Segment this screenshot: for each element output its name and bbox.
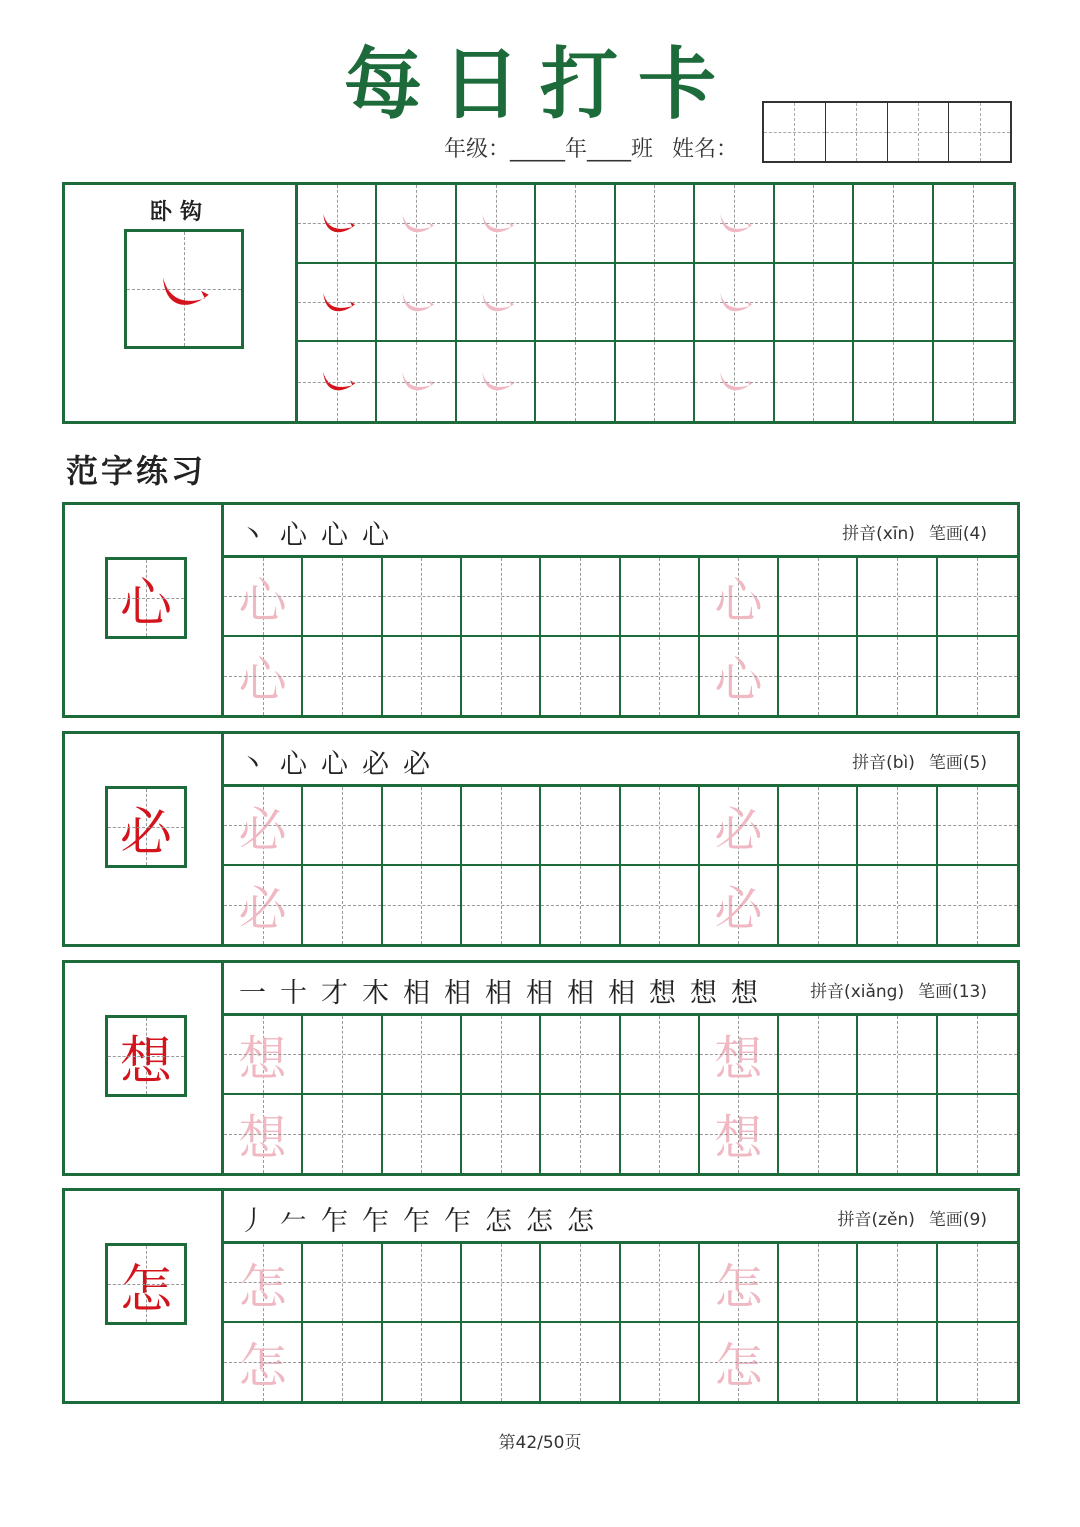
stroke-practice-cell[interactable] bbox=[854, 342, 933, 421]
stroke-practice-cell[interactable] bbox=[616, 342, 695, 421]
char-practice-cell[interactable] bbox=[938, 1095, 1017, 1174]
char-practice-cell[interactable] bbox=[858, 637, 937, 716]
char-practice-cell[interactable] bbox=[462, 637, 541, 716]
woguo-stroke-icon bbox=[695, 264, 772, 341]
stroke-practice-cell[interactable] bbox=[616, 264, 695, 343]
stroke-practice-cell[interactable] bbox=[298, 264, 377, 343]
stroke-order-step: 丶 bbox=[239, 749, 266, 780]
char-practice-cell[interactable] bbox=[858, 1323, 937, 1402]
char-practice-cell[interactable] bbox=[700, 1244, 779, 1323]
char-practice-cell[interactable] bbox=[700, 1016, 779, 1095]
char-practice-cell[interactable] bbox=[779, 558, 858, 637]
stroke-order bbox=[232, 513, 396, 552]
char-practice-box bbox=[62, 1188, 1020, 1404]
char-practice-cell[interactable] bbox=[621, 1095, 700, 1174]
trace-character: 必 bbox=[238, 801, 287, 858]
stroke-practice-cell[interactable] bbox=[934, 342, 1013, 421]
stroke-order-step: 心 bbox=[321, 749, 348, 780]
stroke-order-step: 相 bbox=[567, 978, 594, 1009]
woguo-stroke-icon bbox=[298, 185, 375, 262]
model-character: 心 bbox=[119, 573, 172, 634]
char-practice-cell[interactable] bbox=[462, 787, 541, 866]
grade-blank[interactable]: _____ bbox=[510, 137, 566, 162]
stroke-practice-cell[interactable] bbox=[695, 342, 774, 421]
stroke-practice-cell[interactable] bbox=[377, 264, 456, 343]
char-practice-cell[interactable] bbox=[224, 787, 303, 866]
name-grid[interactable] bbox=[762, 101, 1012, 163]
stroke-order-step: 十 bbox=[280, 978, 307, 1009]
stroke-order-step: 木 bbox=[362, 978, 389, 1009]
char-practice-cell[interactable] bbox=[858, 1244, 937, 1323]
woguo-stroke-icon bbox=[695, 342, 772, 421]
char-practice-cell[interactable] bbox=[224, 558, 303, 637]
stroke-order-step: 相 bbox=[526, 978, 553, 1009]
strokes-label: 笔画(9) bbox=[928, 1210, 987, 1230]
stroke-order-step: 想 bbox=[649, 978, 676, 1009]
char-practice-cell[interactable] bbox=[541, 787, 620, 866]
char-practice-cell[interactable] bbox=[779, 637, 858, 716]
stroke-order-step: 怎 bbox=[526, 1206, 553, 1237]
char-practice-cell[interactable] bbox=[383, 1244, 462, 1323]
stroke-order-step: 乍 bbox=[403, 1206, 430, 1237]
pinyin-label: 拼音(zěn) bbox=[837, 1210, 915, 1230]
section-heading: 范字练习 bbox=[66, 452, 207, 490]
stroke-order-step: 怎 bbox=[567, 1206, 594, 1237]
trace-character: 心 bbox=[238, 652, 287, 709]
stroke-practice-box bbox=[62, 182, 1016, 424]
stroke-order-step: 相 bbox=[403, 978, 430, 1009]
char-practice-cell[interactable] bbox=[938, 558, 1017, 637]
char-practice-cell[interactable] bbox=[938, 1244, 1017, 1323]
stroke-order-step: 相 bbox=[444, 978, 471, 1009]
char-practice-cell[interactable] bbox=[224, 1016, 303, 1095]
trace-character: 必 bbox=[714, 881, 763, 938]
char-practice-cell[interactable] bbox=[621, 866, 700, 945]
trace-character: 怎 bbox=[238, 1338, 287, 1395]
char-model-cell bbox=[105, 786, 187, 868]
trace-character: 想 bbox=[714, 1110, 763, 1167]
woguo-stroke-icon bbox=[457, 185, 534, 262]
char-practice-cell[interactable] bbox=[779, 1323, 858, 1402]
stroke-left-panel bbox=[65, 185, 298, 421]
stroke-name: 卧钩 bbox=[149, 200, 210, 225]
char-practice-cell[interactable] bbox=[700, 558, 779, 637]
trace-character: 心 bbox=[238, 572, 287, 629]
char-practice-cell[interactable] bbox=[938, 866, 1017, 945]
stroke-order-header bbox=[224, 505, 1017, 558]
stroke-practice-cell[interactable] bbox=[775, 185, 854, 264]
char-meta bbox=[810, 977, 987, 1002]
woguo-stroke-icon bbox=[377, 342, 454, 421]
model-character: 必 bbox=[119, 802, 172, 863]
char-practice-cell[interactable] bbox=[462, 558, 541, 637]
pinyin-label: 拼音(xīn) bbox=[842, 524, 915, 544]
char-model-cell bbox=[105, 557, 187, 639]
char-practice-cell[interactable] bbox=[700, 866, 779, 945]
char-practice-cell[interactable] bbox=[303, 787, 382, 866]
char-left-panel bbox=[65, 505, 224, 715]
char-practice-cell[interactable] bbox=[779, 866, 858, 945]
char-practice-cell[interactable] bbox=[383, 558, 462, 637]
stroke-order-step: 乍 bbox=[444, 1206, 471, 1237]
stroke-practice-cell[interactable] bbox=[536, 264, 615, 343]
strokes-label: 笔画(13) bbox=[918, 982, 987, 1002]
trace-character: 想 bbox=[714, 1030, 763, 1087]
name-label: 姓名： bbox=[672, 137, 739, 162]
stroke-order-header bbox=[224, 1191, 1017, 1244]
page-title: 每日打卡 bbox=[343, 39, 736, 130]
woguo-stroke-icon bbox=[298, 264, 375, 341]
char-practice-cell[interactable] bbox=[541, 637, 620, 716]
char-practice-cell[interactable] bbox=[383, 637, 462, 716]
trace-character: 心 bbox=[714, 652, 763, 709]
char-practice-cell[interactable] bbox=[224, 866, 303, 945]
char-practice-grid bbox=[224, 1244, 1017, 1401]
char-practice-cell[interactable] bbox=[621, 558, 700, 637]
stroke-practice-cell[interactable] bbox=[775, 264, 854, 343]
grade-label: 年级： bbox=[444, 137, 511, 162]
stroke-practice-cell[interactable] bbox=[616, 185, 695, 264]
class-blank[interactable]: ____ bbox=[587, 137, 632, 162]
char-model-cell bbox=[105, 1015, 187, 1097]
grade-line bbox=[444, 132, 738, 163]
char-practice-cell[interactable] bbox=[303, 1244, 382, 1323]
char-meta bbox=[852, 748, 987, 773]
name-cell[interactable] bbox=[826, 103, 888, 161]
char-practice-cell[interactable] bbox=[621, 1016, 700, 1095]
model-character: 想 bbox=[119, 1031, 172, 1092]
char-practice-cell[interactable] bbox=[383, 1323, 462, 1402]
char-practice-grid bbox=[224, 558, 1017, 715]
trace-character: 怎 bbox=[714, 1338, 763, 1395]
stroke-practice-cell[interactable] bbox=[854, 185, 933, 264]
char-practice-cell[interactable] bbox=[224, 1323, 303, 1402]
trace-character: 怎 bbox=[714, 1258, 763, 1315]
stroke-practice-cell[interactable] bbox=[457, 342, 536, 421]
stroke-grid bbox=[298, 185, 1013, 421]
trace-character: 怎 bbox=[238, 1258, 287, 1315]
char-practice-cell[interactable] bbox=[541, 558, 620, 637]
char-practice-cell[interactable] bbox=[858, 866, 937, 945]
char-practice-cell[interactable] bbox=[700, 1323, 779, 1402]
stroke-practice-cell[interactable] bbox=[298, 342, 377, 421]
stroke-order-step: 𠂉 bbox=[280, 1206, 307, 1237]
page-number: 第42/50页 bbox=[498, 1433, 582, 1453]
name-cell[interactable] bbox=[888, 103, 950, 161]
stroke-practice-cell[interactable] bbox=[457, 185, 536, 264]
stroke-order-step: 丿 bbox=[239, 1206, 266, 1237]
char-practice-cell[interactable] bbox=[383, 787, 462, 866]
char-practice-cell[interactable] bbox=[858, 1016, 937, 1095]
char-practice-box bbox=[62, 731, 1020, 947]
char-practice-cell[interactable] bbox=[779, 787, 858, 866]
char-left-panel bbox=[65, 963, 224, 1173]
woguo-stroke-icon bbox=[127, 232, 241, 346]
stroke-order-step: 必 bbox=[362, 749, 389, 780]
char-practice-cell[interactable] bbox=[779, 1244, 858, 1323]
stroke-order bbox=[232, 742, 437, 781]
char-practice-cell[interactable] bbox=[303, 558, 382, 637]
stroke-order-step: 心 bbox=[321, 520, 348, 551]
char-model-cell bbox=[105, 1243, 187, 1325]
char-practice-cell[interactable] bbox=[383, 1016, 462, 1095]
stroke-order-step: 丶 bbox=[239, 520, 266, 551]
char-practice-cell[interactable] bbox=[383, 1095, 462, 1174]
stroke-practice-cell[interactable] bbox=[377, 342, 456, 421]
char-practice-cell[interactable] bbox=[700, 637, 779, 716]
char-practice-cell[interactable] bbox=[779, 1095, 858, 1174]
pinyin-label: 拼音(bì) bbox=[852, 753, 915, 773]
stroke-practice-cell[interactable] bbox=[536, 185, 615, 264]
char-practice-cell[interactable] bbox=[621, 787, 700, 866]
char-practice-grid bbox=[224, 787, 1017, 944]
trace-character: 心 bbox=[714, 572, 763, 629]
char-practice-cell[interactable] bbox=[462, 1016, 541, 1095]
woguo-stroke-icon bbox=[457, 342, 534, 421]
char-meta bbox=[837, 1205, 987, 1230]
woguo-stroke-icon bbox=[377, 185, 454, 262]
woguo-stroke-icon bbox=[377, 264, 454, 341]
char-practice-cell[interactable] bbox=[383, 866, 462, 945]
char-practice-cell[interactable] bbox=[462, 1244, 541, 1323]
stroke-order-step: 想 bbox=[731, 978, 758, 1009]
char-practice-cell[interactable] bbox=[858, 787, 937, 866]
char-practice-cell[interactable] bbox=[779, 1016, 858, 1095]
stroke-order-step: 心 bbox=[280, 520, 307, 551]
char-practice-cell[interactable] bbox=[462, 866, 541, 945]
trace-character: 想 bbox=[238, 1110, 287, 1167]
stroke-order-step: 心 bbox=[362, 520, 389, 551]
char-practice-cell[interactable] bbox=[224, 1095, 303, 1174]
stroke-order-step: 相 bbox=[485, 978, 512, 1009]
stroke-order-step: 乍 bbox=[362, 1206, 389, 1237]
stroke-practice-cell[interactable] bbox=[457, 264, 536, 343]
char-practice-cell[interactable] bbox=[541, 1244, 620, 1323]
char-practice-grid bbox=[224, 1016, 1017, 1173]
stroke-order bbox=[232, 1199, 601, 1238]
char-practice-cell[interactable] bbox=[303, 866, 382, 945]
name-cell[interactable] bbox=[764, 103, 826, 161]
char-practice-box bbox=[62, 960, 1020, 1176]
woguo-stroke-icon bbox=[298, 342, 375, 421]
stroke-practice-cell[interactable] bbox=[536, 342, 615, 421]
char-practice-cell[interactable] bbox=[541, 1095, 620, 1174]
trace-character: 必 bbox=[714, 801, 763, 858]
stroke-practice-cell[interactable] bbox=[854, 264, 933, 343]
year-label: 年 bbox=[565, 137, 588, 162]
woguo-stroke-icon bbox=[457, 264, 534, 341]
stroke-order bbox=[232, 971, 765, 1010]
stroke-practice-cell[interactable] bbox=[934, 185, 1013, 264]
char-practice-cell[interactable] bbox=[462, 1323, 541, 1402]
char-practice-box bbox=[62, 502, 1020, 718]
char-practice-cell[interactable] bbox=[303, 1323, 382, 1402]
stroke-practice-cell[interactable] bbox=[775, 342, 854, 421]
stroke-practice-cell[interactable] bbox=[298, 185, 377, 264]
stroke-order-step: 必 bbox=[403, 749, 430, 780]
char-meta bbox=[842, 519, 987, 544]
char-practice-cell[interactable] bbox=[938, 1323, 1017, 1402]
char-left-panel bbox=[65, 1191, 224, 1401]
stroke-practice-cell[interactable] bbox=[934, 264, 1013, 343]
stroke-order-header bbox=[224, 963, 1017, 1016]
char-practice-cell[interactable] bbox=[858, 1095, 937, 1174]
char-practice-cell[interactable] bbox=[938, 637, 1017, 716]
name-cell[interactable] bbox=[949, 103, 1010, 161]
char-practice-cell[interactable] bbox=[303, 1095, 382, 1174]
model-character: 怎 bbox=[119, 1259, 172, 1320]
stroke-order-step: 乍 bbox=[321, 1206, 348, 1237]
stroke-order-step: 才 bbox=[321, 978, 348, 1009]
char-practice-cell[interactable] bbox=[700, 787, 779, 866]
char-practice-cell[interactable] bbox=[858, 558, 937, 637]
stroke-order-step: 心 bbox=[280, 749, 307, 780]
char-practice-cell[interactable] bbox=[303, 637, 382, 716]
stroke-order-header bbox=[224, 734, 1017, 787]
char-practice-cell[interactable] bbox=[938, 787, 1017, 866]
stroke-order-step: 相 bbox=[608, 978, 635, 1009]
char-left-panel bbox=[65, 734, 224, 944]
char-practice-cell[interactable] bbox=[621, 637, 700, 716]
char-practice-cell[interactable] bbox=[303, 1016, 382, 1095]
stroke-practice-cell[interactable] bbox=[695, 185, 774, 264]
char-practice-cell[interactable] bbox=[541, 1016, 620, 1095]
strokes-label: 笔画(4) bbox=[928, 524, 987, 544]
char-practice-cell[interactable] bbox=[541, 866, 620, 945]
char-practice-cell[interactable] bbox=[621, 1323, 700, 1402]
stroke-practice-cell[interactable] bbox=[695, 264, 774, 343]
stroke-model-cell bbox=[124, 229, 244, 349]
char-practice-cell[interactable] bbox=[700, 1095, 779, 1174]
char-practice-cell[interactable] bbox=[224, 637, 303, 716]
stroke-order-step: 怎 bbox=[485, 1206, 512, 1237]
char-practice-cell[interactable] bbox=[938, 1016, 1017, 1095]
strokes-label: 笔画(5) bbox=[928, 753, 987, 773]
class-label: 班 bbox=[631, 137, 654, 162]
char-practice-cell[interactable] bbox=[462, 1095, 541, 1174]
trace-character: 必 bbox=[238, 881, 287, 938]
char-practice-cell[interactable] bbox=[224, 1244, 303, 1323]
char-practice-cell[interactable] bbox=[541, 1323, 620, 1402]
stroke-practice-cell[interactable] bbox=[377, 185, 456, 264]
pinyin-label: 拼音(xiǎng) bbox=[810, 982, 905, 1002]
woguo-stroke-icon bbox=[695, 185, 772, 262]
stroke-order-step: 一 bbox=[239, 978, 266, 1009]
trace-character: 想 bbox=[238, 1030, 287, 1087]
char-practice-cell[interactable] bbox=[621, 1244, 700, 1323]
stroke-order-step: 想 bbox=[690, 978, 717, 1009]
